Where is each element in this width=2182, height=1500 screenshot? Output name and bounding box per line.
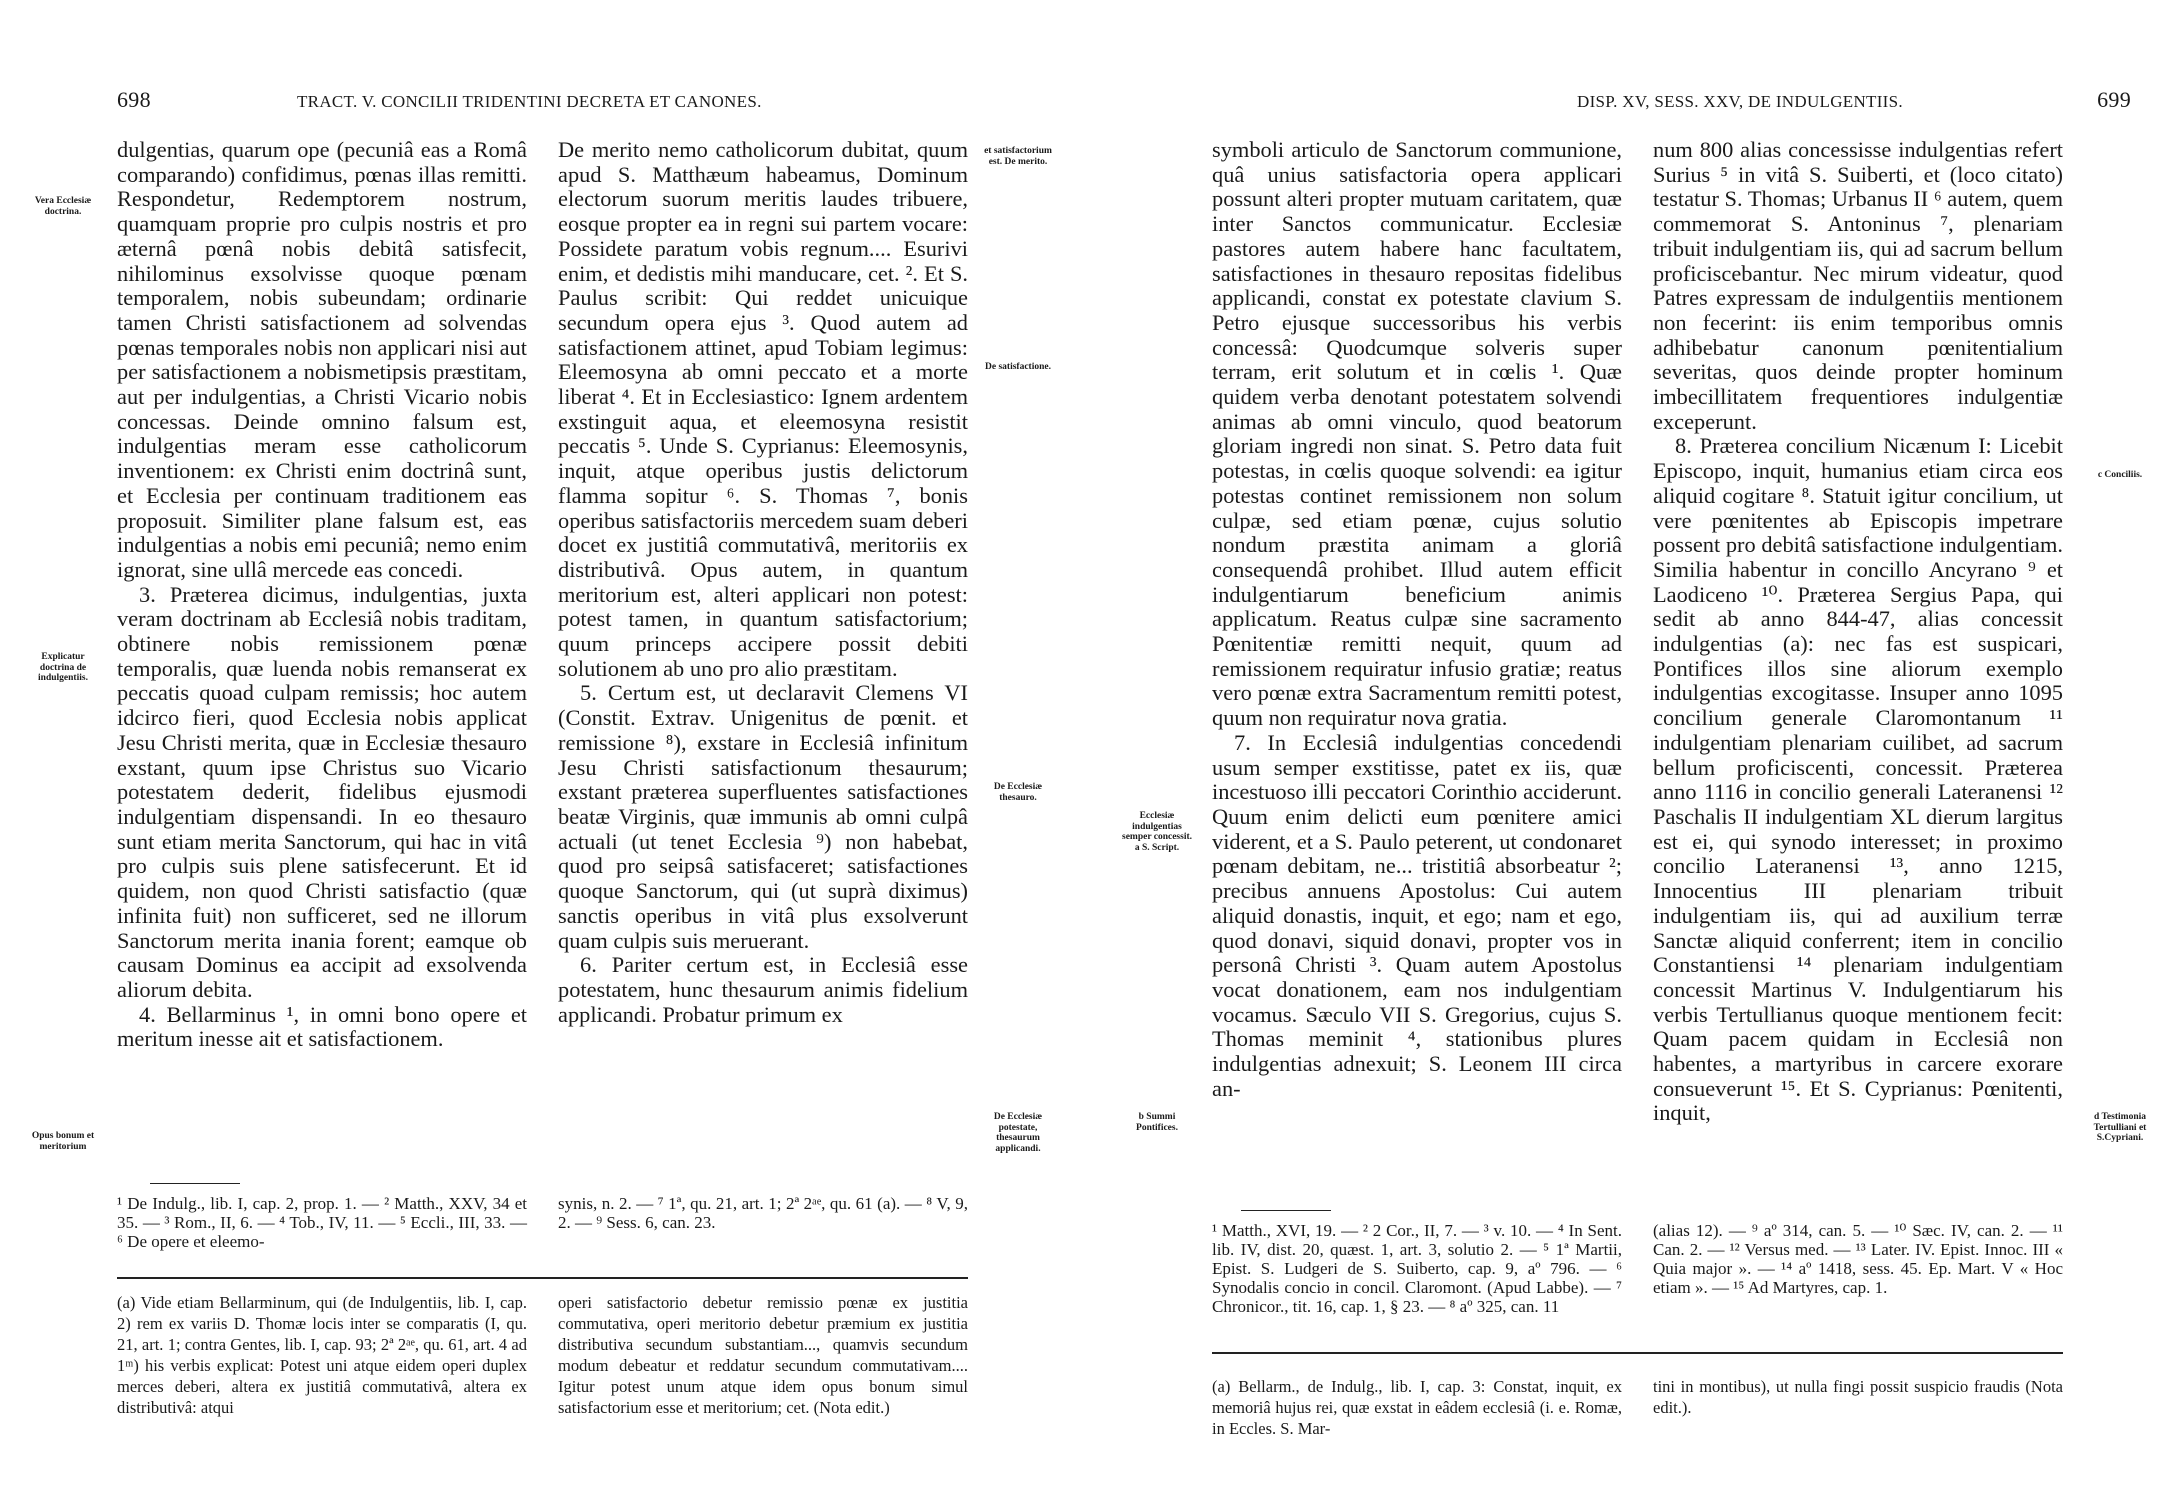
- right-page: [1091, 0, 2182, 1500]
- paragraph: 5. Certum est, ut declaravit Clemens VI (Constit. Extrav. Unigenitus de pœnit. et remissione ⁸), exstare in Ecclesiâ infinitum Jesu Christi satisfactionum thesaurum; exstant præterea superfluentes satisfactiones beatæ Virginis, quæ immunis ab omni culpâ actuali (ut tenet Ecclesia ⁹) non habebat, quod pro seipsâ satisfaceret; satisfactiones quoque Sanctorum, qui (ut suprà diximus) sanctis operibus in vitâ plus exsolverunt quam culpis suis meruerant.: [558, 680, 968, 953]
- margin-note: Explicatur doctrina de indulgentiis.: [38, 652, 88, 683]
- margin-note: Ecclesiæ indulgentias semper concessit. a S. Script.: [1122, 811, 1193, 853]
- paragraph: 7. In Ecclesiâ indulgentias concedendi usum semper exstitisse, patet ex iis, quæ incestuoso illi peccatori Corinthio acciderunt. Quum enim delicti eum pœnitere amici viderent, et a S. Paulo peterent, ut condonaret pœnam debitam, ne... tristitiâ absorbeatur ²; precibus annuens Apostolus: Cui autem aliquid donastis, inquit, et ego; nam et ego, quod donavi, siquid donavi, propter vos in personâ Christi ³. Quam autem Apostolus vocat donationem, eam nos indulgentiam vocamus. Sæculo VII S. Gregorius, cujus S. Thomas meminit ⁴, stationibus plures indulgentias adnexuit; S. Leonem III circa an-: [1212, 729, 1622, 1101]
- margin-note: c Conciliis.: [2097, 470, 2143, 480]
- footnote-separator: [150, 1183, 240, 1184]
- footnote-text: synis, n. 2. — ⁷ 1ª, qu. 21, art. 1; 2ª 2ᵃᵉ, qu. 61 (a). — ⁸ V, 9, 2. — ⁹ Sess. 6, can. 23.: [558, 1194, 968, 1232]
- footnote-separator: [1241, 1210, 1331, 1211]
- page-number: 699: [2097, 87, 2131, 112]
- running-head: DISP. XV, SESS. XXV, DE INDULGENTIIS.: [1577, 92, 1903, 111]
- text-column-1: [1212, 138, 1622, 1101]
- paragraph: De merito nemo catholicorum dubitat, quum apud S. Matthæum habeamus, Dominum electorum suorum meritis laudes tribuere, eosque propter ea in regni sui partem vocare: Possidete paratum vobis regnum.... Esurivi enim, et dedistis mihi manducare, cet. ². Et S. Paulus scribit: Qui reddet unicuique secundum opera ejus ³. Quod autem ad satisfactionem attinet, apud Tobiam legimus: Eleemosyna ab omni peccato et a morte liberat ⁴. Et in Ecclesiastico: Ignem ardentem exstinguit aqua, et eleemosyna resistit peccatis ⁵. Unde S. Cyprianus: Eleemosynis, inquit, atque operibus justis delictorum flamma sopitur ⁶. S. Thomas ⁷, bonis operibus satisfactoriis mercedem suam deberi docet ex justitiâ commutativâ, meritoriis ex distributivâ. Opus autem, in quantum meritorium est, alteri applicari non potest: potest tamen, in quantum satisfactorium; quum princeps accipere possit debiti solutionem ab uno pro alio præstitam.: [558, 137, 968, 681]
- editor-note-column-1: [1212, 1376, 1622, 1439]
- paragraph: 4. Bellarminus ¹, in omni bono opere et meritum inesse ait et satisfactionem.: [117, 1001, 527, 1052]
- margin-note: b Summi Pontifices.: [1136, 1112, 1178, 1133]
- footnotes-column-1: [117, 1194, 527, 1251]
- margin-note: et satisfactorium est. De merito.: [984, 146, 1052, 167]
- footnotes-column-1: [1212, 1221, 1622, 1316]
- note-separator: [117, 1277, 968, 1279]
- running-head: TRACT. V. CONCILII TRIDENTINI DECRETA ET CANONES.: [297, 92, 762, 111]
- footnote-text: (alias 12). — ⁹ aº 314, can. 5. — ¹⁰ Sæc. IV, can. 2. — ¹¹ Can. 2. — ¹² Versus med. — ¹³ Later. IV. Epist. Innoc. III « Quia major ». — ¹⁴ aº 1418, sess. 45. Ep. Mart. V « Hoc etiam ». — ¹⁵ Ad Martyres, cap. 1.: [1653, 1221, 2063, 1297]
- margin-note: Vera Ecclesiæ doctrina.: [34, 196, 92, 217]
- editor-note-column-2: [1653, 1376, 2063, 1418]
- editor-note-column-1: [117, 1292, 527, 1418]
- editor-note-text: (a) Bellarm., de Indulg., lib. I, cap. 3: Constat, inquit, ex memoriâ hujus rei, quæ exstat in eâdem ecclesiâ (i. e. Romæ, in Eccles. S. Mar-: [1212, 1377, 1622, 1438]
- paragraph: 8. Præterea concilium Nicænum I: Licebit Episcopo, inquit, humanius etiam circa eos aliquid cogitare ⁸. Statuit igitur concilium, ut vere pœnitentes ab Episcopis impetrare possent pro debitâ satisfactione indulgentiam. Similia habentur in concillo Ancyrano ⁹ et Laodiceno ¹⁰. Præterea Sergius Papa, qui sedit ab anno 844-47, alias concessit indulgentias (a): nec fas est suspicari, Pontifices illos sine aliorum exemplo indulgentias excogitasse. Insuper anno 1095 concilium generale Claromontanum ¹¹ indulgentiam plenariam cuilibet, ad sacrum bellum proficiscenti, concessit. Præterea anno 1116 in concilio generali Lateranensi ¹² Paschalis II indulgentiam XL dierum largitus est ei, qui synodo interesset; in proximo concilio Lateranensi ¹³, anno 1215, Innocentius III plenariam tribuit indulgentiam iis, qui ad auxilium terræ Sanctæ aliquid conferrent; item in concilio Constantiensi ¹⁴ plenariam indulgentiam concessit Martinus V. Indulgentiarum his verbis Tertullianus quoque mentionem fecit: Quam pacem quidam in Ecclesiâ non habentes, a martyribus in carcere exorare consueverunt ¹⁵. Et S. Cyprianus: Pœnitenti, inquit,: [1653, 433, 2063, 1126]
- margin-note: De Ecclesiæ potestate, thesaurum applicandi.: [993, 1112, 1043, 1154]
- footnotes-column-2: [558, 1194, 968, 1232]
- footnote-text: ¹ De Indulg., lib. I, cap. 2, prop. 1. — ² Matth., XXV, 34 et 35. — ³ Rom., II, 6. — ⁴ Tob., IV, 11. — ⁵ Eccli., III, 33. — ⁶ De opere et eleemo-: [117, 1194, 527, 1251]
- editor-note-text: tini in montibus), ut nulla fingi possit suspicio fraudis (Nota edit.).: [1653, 1377, 2063, 1417]
- editor-note-text: (a) Vide etiam Bellarminum, qui (de Indulgentiis, lib. I, cap. 2) rem ex variis D. Thomæ locis inter se comparatis (I, qu. 21, art. 1; contra Gentes, lib. I, cap. 93; 2ª 2ᵃᵉ, qu. 61, art. 4 ad 1ᵐ) his verbis explicat: Potest uni atque eidem operi duplex merces deberi, altera ex justitiâ commutativâ, altera ex distributivâ: atqui: [117, 1293, 527, 1417]
- text-column-2: [558, 138, 968, 1027]
- editor-note-column-2: [558, 1292, 968, 1418]
- text-column-1: [117, 138, 527, 1052]
- footnotes-column-2: [1653, 1221, 2063, 1297]
- paragraph: symboli articulo de Sanctorum communione, quâ unius satisfactoria opera applicari possunt alteri propter mutuam caritatem, quæ inter Sanctos communicatur. Ecclesiæ pastores autem habere hanc facultatem, satisfactiones in thesauro repositas fidelibus applicandi, constat ex potestate clavium S. Petro ejusque successoribus his verbis concessâ: Quodcumque solveris super terram, erit solutum et in cœlis ¹. Quæ quidem verba denotant potestatem solvendi animas ab omni vinculo, quod beatorum gloriam ingredi non sinat. S. Petro data fuit potestas, in cœlis quoque solvendi: ea igitur potestas continet remissionem non solum culpæ, sed etiam pœnæ, cujus solutio nondum præstita animam a gloriâ consequendâ prohibet. Illud autem efficit indulgentiarum beneficium animis applicatum. Reatus culpæ sine sacramento Pœnitentiæ remitti nequit, quum ad remissionem requiratur infusio gratiæ; reatus vero pœnæ extra Sacramentum remitti potest, quum non requiratur nova gratia.: [1212, 137, 1622, 731]
- margin-note: De satisfactione.: [985, 362, 1051, 372]
- paragraph: dulgentias, quarum ope (pecuniâ eas a Româ comparando) confidimus, pœnas illas remitti. Respondetur, Redemptorem nostrum, quamquam proprie pro culpis nostris et pro æternâ pœnâ nobis debitâ satisfecit, nihilominus exsolvisse quoque pœnam temporalem, nobis subeundam; ordinarie tamen Christi satisfactionem ad solvendas pœnas temporales nobis non applicari nisi aut per satisfactionem a nobismetipsis præstitam, aut per indulgentias, a Christi Vicario nobis concessas. Deinde omnino falsum est, indulgentias meram esse catholicorum inventionem: ex Christi enim doctrinâ sunt, et Ecclesia per continuam traditionem eas proposuit. Similiter plane falsum est, eas indulgentias a nobis emi pecuniâ; nemo enim ignorat, sine ullâ mercede eas concedi.: [117, 137, 527, 582]
- note-separator: [1212, 1352, 2063, 1354]
- margin-note: De Ecclesiæ thesauro.: [993, 782, 1043, 803]
- paragraph: num 800 alias concessisse indulgentias refert Surius ⁵ in vitâ S. Suiberti, et (loco citato) testatur S. Thomas; Urbanus II ⁶ autem, quem commemorat S. Antoninus ⁷, plenariam tribuit indulgentiam iis, qui ad sacrum bellum proficiscebantur. Nec mirum videatur, quod Patres expressam de indulgentiis mentionem non fecerint: iis enim temporibus omnis adhibebatur canonum pœnitentialium severitas, quos deinde propter hominum imbecillitatem frequentiores indulgentiæ exceperunt.: [1653, 137, 2063, 434]
- paragraph: 3. Præterea dicimus, indulgentias, juxta veram doctrinam ab Ecclesiâ nobis traditam, obtinere nobis remissionem pœnæ temporalis, quæ luenda nobis remanserat ex peccatis quoad culpam remissis; hoc autem idcirco fieri, quod Ecclesia nobis applicat Jesu Christi merita, quæ in Ecclesiæ thesauro exstant, quum ipse Christus suo Vicario potestatem dederit, fidelibus ejusmodi indulgentiam dispensandi. In eo thesauro sunt etiam merita Sanctorum, qui hac in vitâ pro culpis suis plene satisfecerunt. Et id quidem, non quod Christi satisfactio (quæ infinita fuit) non sufficeret, sed ne illorum Sanctorum merita inania forent; eamque ob causam Dominus ea accipit ad exsolvenda aliorum debita.: [117, 581, 527, 1002]
- paragraph: 6. Pariter certum est, in Ecclesiâ esse potestatem, hunc thesaurum animis fidelium applicandi. Probatur primum ex: [558, 952, 968, 1027]
- footnote-text: ¹ Matth., XVI, 19. — ² 2 Cor., II, 7. — ³ v. 10. — ⁴ In Sent. lib. IV, dist. 20, quæst. 1, art. 3, solutio 2. — ⁵ 1ª Martii, Epist. S. Ludgeri de S. Suiberto, cap. 9, aº 796. — ⁶ Synodalis concio in concil. Claromont. (Apud Labbe). — ⁷ Chronicor., tit. 16, cap. 1, § 23. — ⁸ aº 325, can. 11: [1212, 1221, 1622, 1316]
- editor-note-text: operi satisfactorio debetur remissio pœnæ ex justitia commutativa, operi meritorio debetur præmium ex justitia distributiva secundum substantiam..., quamvis secundum modum debeatur et reddatur secundum commutativam.... Igitur potest unum atque idem opus bonum simul satisfactorium esse et meritorium; cet. (Nota edit.): [558, 1293, 968, 1417]
- margin-note: d Testimonia Tertulliani et S.Cypriani.: [2093, 1112, 2147, 1143]
- margin-note: Opus bonum et meritorium: [31, 1131, 95, 1152]
- text-column-2: [1653, 138, 2063, 1126]
- page-number: 698: [117, 87, 151, 112]
